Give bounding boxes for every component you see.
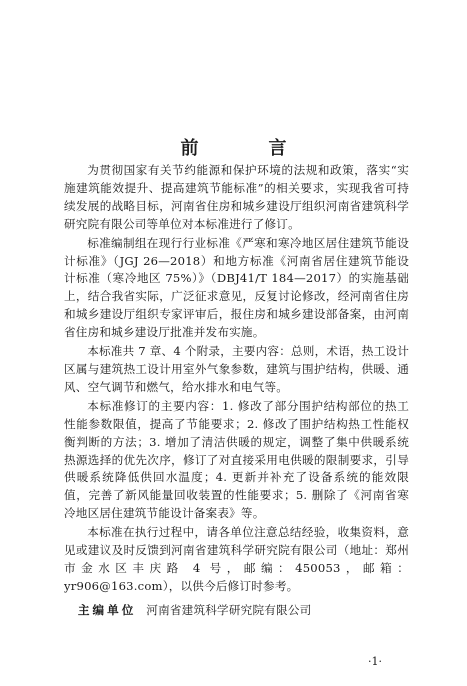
chief-editor-line [64,602,409,620]
page-number: ·1· [368,655,382,668]
chief-editor-label: 主编单位 [77,602,137,617]
paragraph-4: 本标准修订的主要内容：1. 修改了部分围护结构部位的热工性能参数限值，提高了节能要求；2. 修改了围护结构热工性能权衡判断的方法；3. 增加了清洁供暖的规定，调整了集中供暖系统热源选择的优先次序，修订了对直接采用电供暖的限制要求，引导供暖系统降低供回水温度；4. 更新并补充了设备系统的能效限值，完善了新风能量回收装置的性能要求；5. 删除了《河南省寒冷地区居住建筑节能设计备案表》等。 [64,398,409,521]
paragraph-5: 本标准在执行过程中，请各单位注意总结经验，收集资料，意见或建议及时反馈到河南省建筑科学研究院有限公司（地址：郑州市金水区丰庆路 4 号，邮编：450053，邮箱：yr906@163.com），以供今后修订时参考。 [64,525,409,593]
preface-body [64,162,409,620]
paragraph-3: 本标准共 7 章、4 个附录，主要内容：总则，术语，热工设计区属与建筑热工设计用室外气象参数，建筑与围护结构，供暖、通风、空气调节和燃气，给水排水和电气等。 [64,344,409,394]
paragraph-2: 标准编制组在现行行业标准《严寒和寒冷地区居住建筑节能设计标准》（JGJ 26—2018）和地方标准《河南省居住建筑节能设计标准（寒冷地区 75%）》（DBJ41/T 184—2017）的实施基础上，结合我省实际，广泛征求意见，反复讨论修改，经河南省住房和城乡建设厅组织专家评审后，报住房和城乡建设部备案，由河南省住房和城乡建设厅批准并发布实施。 [64,235,409,340]
paragraph-1: 为贯彻国家有关节约能源和保护环境的法规和政策，落实“实施建筑能效提升、提高建筑节能标准”的相关要求，实现我省可持续发展的战略目标，河南省住房和城乡建设厅组织河南省建筑科学研究院有限公司等单位对本标准进行了修订。 [64,163,409,231]
chief-editor-value: 河南省建筑科学研究院有限公司 [146,602,312,617]
page-title: 前 言 [180,138,313,159]
